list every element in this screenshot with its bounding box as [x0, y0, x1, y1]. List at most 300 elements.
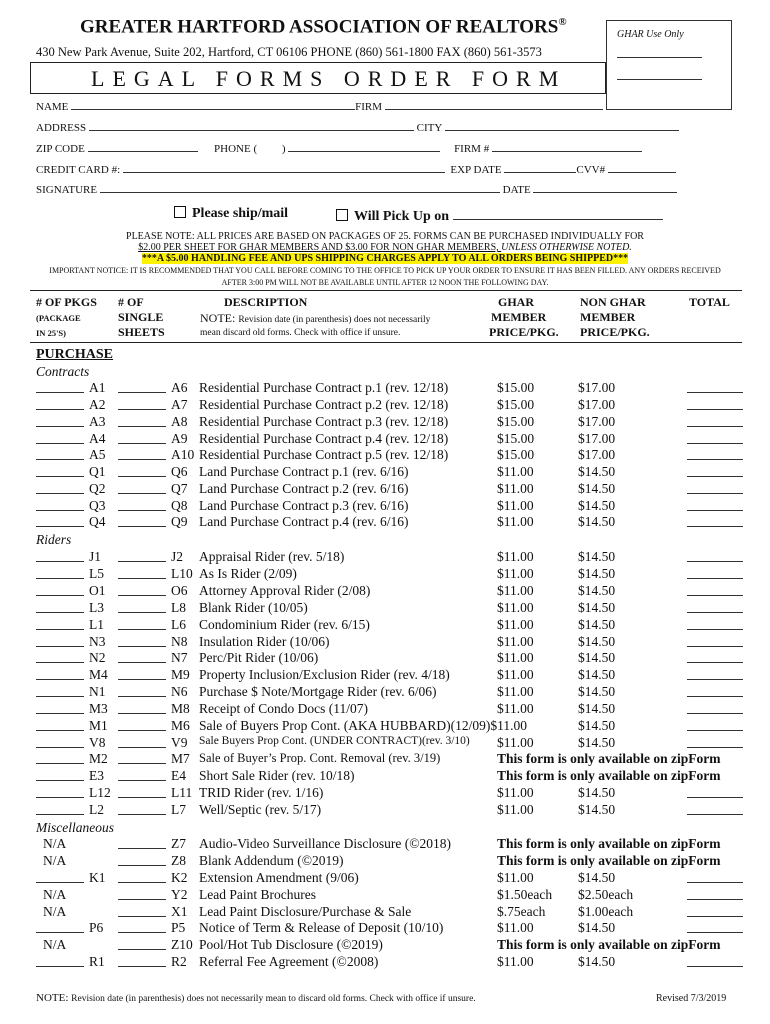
total-input[interactable]: [687, 920, 743, 933]
zipform-note: This form is only available on zipForm: [497, 768, 721, 783]
form-description: Extension Amendment (9/06): [199, 870, 359, 885]
nonghar-price: $14.50: [578, 870, 616, 885]
nonghar-price: $17.00: [578, 431, 616, 446]
form-row: [0, 887, 770, 904]
nonghar-price: $17.00: [578, 397, 616, 412]
form-description: Land Purchase Contract p.4 (rev. 6/16): [199, 514, 409, 529]
form-row: [0, 735, 770, 752]
sheet-qty-input[interactable]: [118, 566, 166, 579]
sheet-qty-input[interactable]: [118, 431, 166, 444]
col-pkgs-sub: (PACKAGE: [36, 313, 81, 323]
organization-address: 430 New Park Avenue, Suite 202, Hartford, CT 06106 PHONE (860) 561-1800 FAX (860) 561-3573: [36, 45, 542, 59]
nonghar-price: $14.50: [578, 514, 616, 529]
form-description: Notice of Term & Release of Deposit (10/10): [199, 920, 444, 935]
form-description: Sale Buyers Prop Cont. (UNDER CONTRACT)(rev. 3/10): [199, 735, 470, 747]
form-row: [0, 904, 770, 921]
nonghar-price: $14.50: [578, 617, 616, 632]
pkg-code: N/A: [43, 937, 67, 952]
col-sheets-header: # OF: [118, 295, 144, 309]
sheet-code: Q9: [171, 514, 188, 529]
pkg-qty-input[interactable]: [36, 397, 84, 410]
form-description: Land Purchase Contract p.1 (rev. 6/16): [199, 464, 409, 479]
pkg-code: M4: [89, 667, 108, 682]
ghar-use-line: [617, 79, 702, 80]
sheet-code: A10: [171, 447, 195, 462]
form-description: Perc/Pit Rider (10/06): [199, 650, 319, 665]
ghar-price: $11.00: [497, 785, 534, 800]
form-description: As Is Rider (2/09): [199, 566, 297, 581]
sheet-code: M7: [171, 751, 190, 766]
ghar-price: $11.00: [497, 802, 534, 817]
pkg-code: A3: [89, 414, 106, 429]
total-input[interactable]: [687, 617, 743, 630]
sheet-code: Q8: [171, 498, 188, 513]
ghar-price: $11.00: [497, 498, 534, 513]
total-input[interactable]: [687, 600, 743, 613]
sheet-qty-input[interactable]: [118, 684, 166, 697]
pkg-qty-input[interactable]: [36, 954, 84, 967]
form-row: [0, 414, 770, 431]
ghar-price: $11.00: [497, 684, 534, 699]
sheet-code: L6: [171, 617, 186, 632]
sheet-qty-input[interactable]: [118, 464, 166, 477]
section-purchase: PURCHASE: [36, 347, 114, 362]
sheet-code: Q6: [171, 464, 188, 479]
total-input[interactable]: [687, 583, 743, 596]
sheet-qty-input[interactable]: [118, 887, 166, 900]
form-description: Residential Purchase Contract p.1 (rev. 12/18): [199, 380, 449, 395]
revised-date: Revised 7/3/2019: [656, 993, 727, 1004]
total-input[interactable]: [687, 481, 743, 494]
ghar-price: $11.00: [497, 566, 534, 581]
sheet-qty-input[interactable]: [118, 549, 166, 562]
nonghar-price: $14.50: [578, 954, 616, 969]
pkg-code: M3: [89, 701, 108, 716]
sheet-code: A8: [171, 414, 188, 429]
pkg-qty-input[interactable]: [36, 785, 84, 798]
sheet-qty-input[interactable]: [118, 751, 166, 764]
pkg-code: A5: [89, 447, 106, 462]
pkg-qty-input[interactable]: [36, 447, 84, 460]
ghar-price: $15.00: [497, 431, 535, 446]
col-total-header: TOTAL: [689, 295, 730, 309]
col-nonghar-header: NON GHAR: [580, 295, 646, 309]
form-row: [0, 920, 770, 937]
pickup-checkbox[interactable]: [336, 209, 348, 221]
form-description: Lead Paint Disclosure/Purchase & Sale: [199, 904, 412, 919]
pkg-code: N/A: [43, 853, 67, 868]
pkg-qty-input[interactable]: [36, 684, 84, 697]
sheet-qty-input[interactable]: [118, 380, 166, 393]
form-row: [0, 768, 770, 785]
pkg-code: L3: [89, 600, 104, 615]
header-top-rule: [30, 290, 742, 291]
sheet-code: Z7: [171, 836, 186, 851]
pkg-code: A1: [89, 380, 106, 395]
total-input[interactable]: [687, 380, 743, 393]
pkg-qty-input[interactable]: [36, 751, 84, 764]
nonghar-price: $14.50: [578, 667, 616, 682]
col-sheets-header: SHEETS: [118, 325, 165, 339]
pkg-code: R1: [89, 954, 105, 969]
ghar-price: $15.00: [497, 414, 535, 429]
pkg-qty-input[interactable]: [36, 464, 84, 477]
sheet-code: M8: [171, 701, 190, 716]
sheet-code: K2: [171, 870, 188, 885]
pkg-qty-input[interactable]: [36, 768, 84, 781]
pricing-note: PLEASE NOTE: ALL PRICES ARE BASED ON PACKAGES OF 25. FORMS CAN BE PURCHASED INDIVIDUALLY FOR: [126, 231, 644, 242]
total-input[interactable]: [687, 464, 743, 477]
pkg-code: Q1: [89, 464, 106, 479]
col-ghar-header: MEMBER: [491, 310, 547, 324]
col-pkgs-sub: IN 25'S): [36, 328, 66, 338]
total-input[interactable]: [687, 887, 743, 900]
total-input[interactable]: [687, 566, 743, 579]
sheet-code: A7: [171, 397, 188, 412]
sheet-code: V9: [171, 735, 188, 750]
form-description: Receipt of Condo Docs (11/07): [199, 701, 368, 716]
ghar-price: $11.00: [497, 549, 534, 564]
total-input[interactable]: [687, 447, 743, 460]
sheet-qty-input[interactable]: [118, 650, 166, 663]
ghar-price: $11.00: [497, 870, 534, 885]
nonghar-price: $14.50: [578, 920, 616, 935]
total-input[interactable]: [687, 431, 743, 444]
section-miscellaneous: Miscellaneous: [36, 820, 114, 835]
pkg-qty-input[interactable]: [36, 566, 84, 579]
col-sheets-header: SINGLE: [118, 310, 164, 324]
form-title: LEGAL FORMS ORDER FORM: [91, 66, 567, 91]
form-row: [0, 650, 770, 667]
sheet-qty-input[interactable]: [118, 836, 166, 849]
form-description: Condominium Rider (rev. 6/15): [199, 617, 370, 632]
organization-title: GREATER HARTFORD ASSOCIATION OF REALTORS®: [80, 16, 567, 38]
ghar-price: $11.00: [497, 514, 534, 529]
ghar-price: $11.00: [497, 600, 534, 615]
ghar-price: $15.00: [497, 447, 535, 462]
pkg-code: A4: [89, 431, 106, 446]
sheet-qty-input[interactable]: [118, 583, 166, 596]
form-row: [0, 464, 770, 481]
sheet-qty-input[interactable]: [118, 447, 166, 460]
nonghar-price: $14.50: [578, 634, 616, 649]
nonghar-price: $14.50: [578, 498, 616, 513]
important-notice-2: AFTER 3:00 PM WILL NOT BE AVAILABLE UNTIL AFTER 12 NOON THE FOLLOWING DAY.: [221, 278, 549, 287]
total-input[interactable]: [687, 514, 743, 527]
pkg-qty-input[interactable]: [36, 802, 84, 815]
pkg-code: N/A: [43, 904, 67, 919]
pkg-code: M2: [89, 751, 108, 766]
sheet-code: L11: [171, 785, 193, 800]
col-description-note: NOTE: Revision date (in parenthesis) does not necessarily: [200, 311, 431, 325]
pkg-code: Q3: [89, 498, 106, 513]
form-description: TRID Rider (rev. 1/16): [199, 785, 324, 800]
sheet-qty-input[interactable]: [118, 481, 166, 494]
address-field[interactable]: ADDRESS CITY: [36, 121, 679, 134]
pkg-qty-input[interactable]: [36, 498, 84, 511]
ghar-price: $11.00: [497, 650, 534, 665]
total-input[interactable]: [687, 701, 743, 714]
sheet-code: A6: [171, 380, 188, 395]
form-description: Audio-Video Surveillance Disclosure (©2018): [199, 836, 452, 851]
nonghar-price: $2.50each: [578, 887, 634, 902]
sheet-code: J2: [171, 549, 184, 564]
nonghar-price: $14.50: [578, 802, 616, 817]
sheet-code: Y2: [171, 887, 188, 902]
signature-field[interactable]: SIGNATURE DATE: [36, 183, 677, 196]
pkg-qty-input[interactable]: [36, 718, 84, 731]
sheet-qty-input[interactable]: [118, 954, 166, 967]
pkg-code: Q4: [89, 514, 106, 529]
sheet-qty-input[interactable]: [118, 937, 166, 950]
form-description: Sale of Buyers Prop Cont. (AKA HUBBARD)(12/09)$11.00: [199, 718, 527, 733]
pkg-code: N/A: [43, 887, 67, 902]
pkg-qty-input[interactable]: [36, 414, 84, 427]
form-description: Short Sale Rider (rev. 10/18): [199, 768, 355, 783]
ghar-price: $15.00: [497, 397, 535, 412]
form-description: Insulation Rider (10/06): [199, 634, 330, 649]
form-row: [0, 583, 770, 600]
sheet-qty-input[interactable]: [118, 634, 166, 647]
nonghar-price: $14.50: [578, 600, 616, 615]
section-contracts: Contracts: [36, 364, 90, 379]
ghar-price: $11.00: [497, 617, 534, 632]
pkg-qty-input[interactable]: [36, 701, 84, 714]
pkg-qty-input[interactable]: [36, 735, 84, 748]
ghar-price: $11.00: [497, 634, 534, 649]
zip-phone-field[interactable]: ZIP CODE PHONE ( ) FIRM #: [36, 142, 642, 155]
sheet-qty-input[interactable]: [118, 701, 166, 714]
pkg-qty-input[interactable]: [36, 920, 84, 933]
col-description-note-2: mean discard old forms. Check with office if unsure.: [200, 328, 401, 338]
pkg-code: J1: [89, 549, 102, 564]
nonghar-price: $14.50: [578, 718, 616, 733]
form-description: Land Purchase Contract p.3 (rev. 6/16): [199, 498, 409, 513]
form-description: Residential Purchase Contract p.5 (rev. 12/18): [199, 447, 449, 462]
ship-option[interactable]: Please ship/mail: [174, 206, 288, 222]
col-ghar-header: PRICE/PKG.: [489, 325, 559, 339]
pkg-qty-input[interactable]: [36, 617, 84, 630]
pkg-qty-input[interactable]: [36, 870, 84, 883]
form-row: [0, 937, 770, 954]
sheet-qty-input[interactable]: [118, 600, 166, 613]
pkg-qty-input[interactable]: [36, 583, 84, 596]
sheet-code: E4: [171, 768, 186, 783]
total-input[interactable]: [687, 718, 743, 731]
form-title-box: [30, 62, 606, 94]
pkg-code: P6: [89, 920, 104, 935]
sheet-qty-input[interactable]: [118, 514, 166, 527]
sheet-code: O6: [171, 583, 188, 598]
form-row: [0, 380, 770, 397]
pkg-code: L12: [89, 785, 111, 800]
pkg-code: A2: [89, 397, 106, 412]
pkg-qty-input[interactable]: [36, 481, 84, 494]
pkg-qty-input[interactable]: [36, 667, 84, 680]
form-description: Well/Septic (rev. 5/17): [199, 802, 322, 817]
sheet-qty-input[interactable]: [118, 667, 166, 680]
ship-checkbox[interactable]: [174, 206, 186, 218]
sheet-code: L10: [171, 566, 193, 581]
nonghar-price: $17.00: [578, 414, 616, 429]
pkg-code: L5: [89, 566, 104, 581]
footer-note: NOTE: Revision date (in parenthesis) does not necessarily mean to discard old forms. Check with office if unsure.: [36, 992, 476, 1004]
nonghar-price: $14.50: [578, 481, 616, 496]
ghar-price: $11.00: [497, 701, 534, 716]
sheet-code: Z8: [171, 853, 186, 868]
nonghar-price: $14.50: [578, 650, 616, 665]
form-row: [0, 802, 770, 819]
sheet-code: N6: [171, 684, 188, 699]
ghar-price: $11.00: [497, 920, 534, 935]
pkg-code: Q2: [89, 481, 106, 496]
total-input[interactable]: [687, 650, 743, 663]
handling-fee-note: ***A $5.00 HANDLING FEE AND UPS SHIPPING CHARGES APPLY TO ALL ORDERS BEING SHIPPED***: [141, 253, 629, 264]
form-row: [0, 549, 770, 566]
sheet-code: M6: [171, 718, 190, 733]
pkg-code: N1: [89, 684, 106, 699]
col-nonghar-header: MEMBER: [580, 310, 636, 324]
ghar-use-only-label: GHAR Use Only: [617, 29, 684, 40]
pkg-code: M1: [89, 718, 108, 733]
form-description: Blank Rider (10/05): [199, 600, 308, 615]
form-row: [0, 600, 770, 617]
sheet-qty-input[interactable]: [118, 718, 166, 731]
form-row: [0, 514, 770, 531]
sheet-qty-input[interactable]: [118, 397, 166, 410]
form-row: [0, 785, 770, 802]
pkg-code: K1: [89, 870, 106, 885]
total-input[interactable]: [687, 498, 743, 511]
pkg-code: N3: [89, 634, 106, 649]
nonghar-price: $14.50: [578, 549, 616, 564]
pkg-qty-input[interactable]: [36, 549, 84, 562]
sheet-code: N7: [171, 650, 188, 665]
zipform-note: This form is only available on zipForm: [497, 836, 721, 851]
sheet-qty-input[interactable]: [118, 735, 166, 748]
form-description: Residential Purchase Contract p.3 (rev. 12/18): [199, 414, 449, 429]
ghar-price: $11.00: [497, 481, 534, 496]
form-row: [0, 431, 770, 448]
form-row: [0, 634, 770, 651]
total-input[interactable]: [687, 549, 743, 562]
nonghar-price: $17.00: [578, 447, 616, 462]
form-description: Attorney Approval Rider (2/08): [199, 583, 371, 598]
pkg-qty-input[interactable]: [36, 514, 84, 527]
form-description: Residential Purchase Contract p.4 (rev. 12/18): [199, 431, 449, 446]
total-input[interactable]: [687, 954, 743, 967]
sheet-qty-input[interactable]: [118, 414, 166, 427]
total-input[interactable]: [687, 904, 743, 917]
sheet-code: R2: [171, 954, 187, 969]
section-riders: Riders: [36, 532, 72, 547]
form-row: [0, 870, 770, 887]
sheet-qty-input[interactable]: [118, 768, 166, 781]
pkg-code: L2: [89, 802, 104, 817]
ghar-price: $15.00: [497, 380, 535, 395]
sheet-qty-input[interactable]: [118, 920, 166, 933]
credit-card-field[interactable]: CREDIT CARD #: EXP DATE CVV#: [36, 163, 676, 176]
form-description: Sale of Buyer’s Prop. Cont. Removal (rev. 3/19): [199, 751, 441, 765]
total-input[interactable]: [687, 397, 743, 410]
zipform-note: This form is only available on zipForm: [497, 937, 721, 952]
sheet-qty-input[interactable]: [118, 785, 166, 798]
pkg-qty-input[interactable]: [36, 600, 84, 613]
col-nonghar-header: PRICE/PKG.: [580, 325, 650, 339]
sheet-qty-input[interactable]: [118, 870, 166, 883]
pricing-note-2: $2.00 PER SHEET FOR GHAR MEMBERS AND $3.00 FOR NON GHAR MEMBERS, UNLESS OTHERWISE NOTED.: [138, 242, 632, 253]
total-input[interactable]: [687, 735, 743, 748]
form-row: [0, 718, 770, 735]
total-input[interactable]: [687, 684, 743, 697]
pkg-code: L1: [89, 617, 104, 632]
total-input[interactable]: [687, 414, 743, 427]
ghar-price: $.75each: [497, 904, 546, 919]
name-field[interactable]: NAME FIRM: [36, 100, 603, 113]
pickup-option[interactable]: Will Pick Up on: [336, 206, 663, 225]
form-description: Appraisal Rider (rev. 5/18): [199, 549, 345, 564]
sheet-qty-input[interactable]: [118, 802, 166, 815]
ghar-price: $11.00: [497, 667, 534, 682]
pkg-qty-input[interactable]: [36, 634, 84, 647]
pkg-qty-input[interactable]: [36, 380, 84, 393]
form-row: [0, 481, 770, 498]
form-description: Property Inclusion/Exclusion Rider (rev. 4/18): [199, 667, 450, 682]
total-input[interactable]: [687, 785, 743, 798]
zipform-note: This form is only available on zipForm: [497, 853, 721, 868]
form-row: [0, 836, 770, 853]
form-row: [0, 954, 770, 971]
zipform-note: This form is only available on zipForm: [497, 751, 721, 766]
sheet-code: Q7: [171, 481, 188, 496]
form-row: [0, 447, 770, 464]
nonghar-price: $14.50: [578, 701, 616, 716]
sheet-qty-input[interactable]: [118, 617, 166, 630]
form-row: [0, 667, 770, 684]
ghar-use-only-box: [606, 20, 732, 110]
sheet-qty-input[interactable]: [118, 853, 166, 866]
total-input[interactable]: [687, 634, 743, 647]
form-row: [0, 853, 770, 870]
col-description-header: DESCRIPTION: [224, 295, 308, 309]
form-row: [0, 498, 770, 515]
total-input[interactable]: [687, 667, 743, 680]
sheet-code: N8: [171, 634, 188, 649]
sheet-code: L8: [171, 600, 186, 615]
sheet-code: Z10: [171, 937, 193, 952]
ghar-use-line: [617, 57, 702, 58]
form-description: Blank Addendum (©2019): [199, 853, 344, 868]
pkg-qty-input[interactable]: [36, 650, 84, 663]
sheet-code: L7: [171, 802, 186, 817]
sheet-qty-input[interactable]: [118, 498, 166, 511]
ghar-price: $11.00: [497, 735, 534, 750]
total-input[interactable]: [687, 870, 743, 883]
nonghar-price: $14.50: [578, 735, 616, 750]
form-description: Lead Paint Brochures: [199, 887, 316, 902]
ghar-price: $11.00: [497, 583, 534, 598]
pkg-code: N2: [89, 650, 106, 665]
form-row: [0, 397, 770, 414]
form-row: [0, 566, 770, 583]
nonghar-price: $14.50: [578, 684, 616, 699]
pkg-code: O1: [89, 583, 106, 598]
nonghar-price: $1.00each: [578, 904, 634, 919]
total-input[interactable]: [687, 802, 743, 815]
sheet-qty-input[interactable]: [118, 904, 166, 917]
pkg-qty-input[interactable]: [36, 431, 84, 444]
form-description: Purchase $ Note/Mortgage Rider (rev. 6/06): [199, 684, 437, 699]
